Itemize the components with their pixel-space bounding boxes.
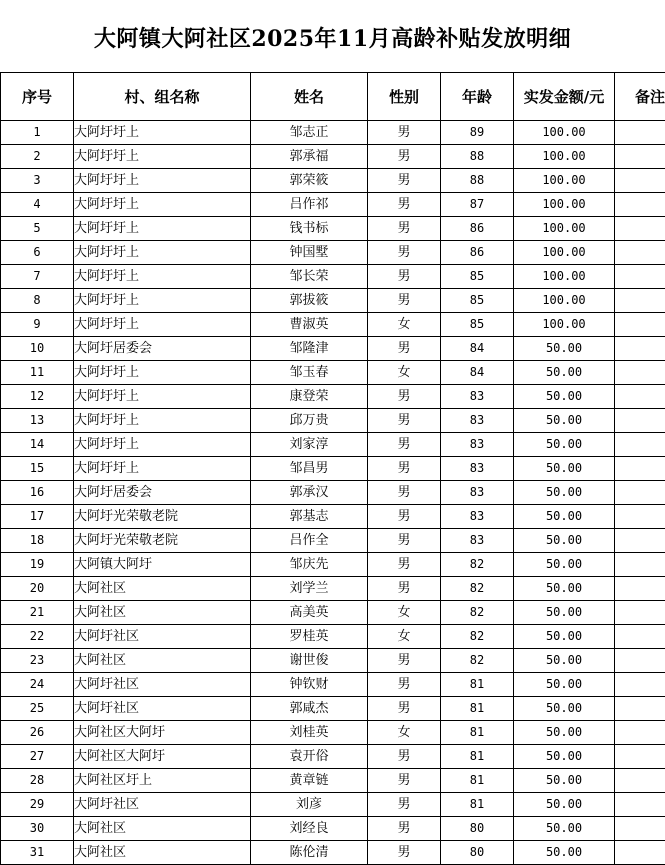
page-title: 大阿镇大阿社区2025年11月高龄补贴发放明细 [93,26,572,52]
cell-amount[interactable]: 100.00 [514,241,615,265]
header-remark[interactable]: 备注 [615,73,665,121]
cell-amount[interactable]: 50.00 [514,553,615,577]
table-row [1,313,665,337]
table-row [1,481,665,505]
header-age[interactable]: 年龄 [441,73,514,121]
header-village[interactable]: 村、组名称 [74,73,251,121]
cell-sex[interactable]: 男 [368,169,441,193]
cell-remark[interactable] [615,529,665,553]
cell-amount[interactable]: 50.00 [514,529,615,553]
cell-name[interactable]: 郭基志 [251,505,368,529]
cell-sex[interactable]: 男 [368,769,441,793]
cell-amount[interactable]: 50.00 [514,481,615,505]
cell-age[interactable]: 83 [441,505,514,529]
cell-remark[interactable] [615,601,665,625]
cell-name[interactable]: 郭承汉 [251,481,368,505]
cell-remark[interactable] [615,673,665,697]
header-name[interactable]: 姓名 [251,73,368,121]
cell-name[interactable]: 曹淑英 [251,313,368,337]
cell-remark[interactable] [615,241,665,265]
cell-sex[interactable]: 男 [368,745,441,769]
cell-name[interactable]: 郭拔筱 [251,289,368,313]
cell-sex[interactable]: 男 [368,697,441,721]
cell-name[interactable]: 邹长荣 [251,265,368,289]
cell-amount[interactable]: 100.00 [514,289,615,313]
cell-age[interactable]: 80 [441,841,514,865]
cell-age[interactable]: 82 [441,601,514,625]
cell-amount[interactable]: 50.00 [514,337,615,361]
cell-remark[interactable] [615,841,665,865]
cell-village[interactable]: 大阿圩圩上 [74,241,251,265]
cell-remark[interactable] [615,505,665,529]
cell-age[interactable]: 83 [441,385,514,409]
table-row [1,337,665,361]
cell-no[interactable]: 1 [1,121,74,145]
cell-sex[interactable]: 男 [368,265,441,289]
cell-name[interactable]: 刘学兰 [251,577,368,601]
cell-remark[interactable] [615,313,665,337]
cell-name[interactable]: 钟钦财 [251,673,368,697]
cell-age[interactable]: 85 [441,313,514,337]
cell-remark[interactable] [615,481,665,505]
header-row [1,73,665,121]
cell-amount[interactable]: 50.00 [514,625,615,649]
cell-amount[interactable]: 50.00 [514,745,615,769]
cell-village[interactable]: 大阿社区圩上 [74,769,251,793]
table-row [1,793,665,817]
cell-name[interactable]: 罗桂英 [251,625,368,649]
table-body [1,121,665,865]
table-row [1,769,665,793]
cell-remark[interactable] [615,577,665,601]
cell-amount[interactable]: 100.00 [514,145,615,169]
cell-amount[interactable]: 50.00 [514,649,615,673]
table-row [1,409,665,433]
cell-sex[interactable]: 男 [368,529,441,553]
cell-remark[interactable] [615,721,665,745]
cell-remark[interactable] [615,817,665,841]
table-row [1,817,665,841]
cell-sex[interactable]: 男 [368,433,441,457]
cell-remark[interactable] [615,193,665,217]
cell-remark[interactable] [615,169,665,193]
cell-no[interactable]: 26 [1,721,74,745]
cell-age[interactable]: 81 [441,769,514,793]
cell-name[interactable]: 钟国墅 [251,241,368,265]
table-row [1,193,665,217]
cell-name[interactable]: 黄章链 [251,769,368,793]
cell-village[interactable]: 大阿圩圩上 [74,193,251,217]
cell-no[interactable]: 24 [1,673,74,697]
cell-amount[interactable]: 50.00 [514,505,615,529]
cell-sex[interactable]: 男 [368,577,441,601]
cell-village[interactable]: 大阿圩社区 [74,697,251,721]
cell-remark[interactable] [615,145,665,169]
cell-age[interactable]: 85 [441,265,514,289]
cell-age[interactable]: 82 [441,649,514,673]
cell-village[interactable]: 大阿圩圩上 [74,217,251,241]
cell-remark[interactable] [615,337,665,361]
cell-name[interactable]: 高美英 [251,601,368,625]
cell-amount[interactable]: 50.00 [514,601,615,625]
table-row [1,625,665,649]
cell-name[interactable]: 刘家淳 [251,433,368,457]
cell-age[interactable]: 83 [441,529,514,553]
cell-no[interactable]: 6 [1,241,74,265]
cell-amount[interactable]: 50.00 [514,433,615,457]
cell-sex[interactable]: 男 [368,841,441,865]
cell-remark[interactable] [615,433,665,457]
cell-sex[interactable]: 男 [368,337,441,361]
cell-village[interactable]: 大阿圩圩上 [74,289,251,313]
table-row [1,745,665,769]
cell-village[interactable]: 大阿圩圩上 [74,361,251,385]
cell-amount[interactable]: 50.00 [514,577,615,601]
cell-amount[interactable]: 50.00 [514,817,615,841]
table-row [1,577,665,601]
table-row [1,217,665,241]
cell-age[interactable]: 84 [441,337,514,361]
cell-sex[interactable]: 男 [368,217,441,241]
table-row [1,241,665,265]
cell-village[interactable]: 大阿圩圩上 [74,265,251,289]
cell-age[interactable]: 84 [441,361,514,385]
cell-age[interactable]: 83 [441,409,514,433]
cell-no[interactable]: 9 [1,313,74,337]
cell-no[interactable]: 10 [1,337,74,361]
cell-no[interactable]: 3 [1,169,74,193]
cell-village[interactable]: 大阿社区 [74,601,251,625]
cell-sex[interactable]: 男 [368,289,441,313]
table-row [1,361,665,385]
cell-remark[interactable] [615,409,665,433]
cell-remark[interactable] [615,769,665,793]
cell-name[interactable]: 邹志正 [251,121,368,145]
cell-remark[interactable] [615,625,665,649]
cell-remark[interactable] [615,265,665,289]
cell-age[interactable]: 83 [441,457,514,481]
cell-village[interactable]: 大阿圩光荣敬老院 [74,529,251,553]
cell-no[interactable]: 23 [1,649,74,673]
cell-age[interactable]: 83 [441,481,514,505]
table-row [1,601,665,625]
cell-amount[interactable]: 100.00 [514,313,615,337]
cell-name[interactable]: 刘桂英 [251,721,368,745]
cell-no[interactable]: 28 [1,769,74,793]
cell-village[interactable]: 大阿圩居委会 [74,481,251,505]
cell-sex[interactable]: 男 [368,673,441,697]
cell-age[interactable]: 83 [441,433,514,457]
cell-remark[interactable] [615,121,665,145]
cell-sex[interactable]: 男 [368,193,441,217]
cell-amount[interactable]: 50.00 [514,457,615,481]
cell-sex[interactable]: 男 [368,409,441,433]
table-row [1,553,665,577]
cell-age[interactable]: 81 [441,721,514,745]
cell-remark[interactable] [615,289,665,313]
table-row [1,433,665,457]
cell-age[interactable]: 87 [441,193,514,217]
cell-amount[interactable]: 50.00 [514,769,615,793]
cell-age[interactable]: 80 [441,817,514,841]
table-row [1,505,665,529]
cell-sex[interactable]: 男 [368,553,441,577]
cell-name[interactable]: 邹玉春 [251,361,368,385]
cell-remark[interactable] [615,649,665,673]
header-sex[interactable]: 性别 [368,73,441,121]
cell-amount[interactable]: 50.00 [514,673,615,697]
cell-village[interactable]: 大阿社区大阿圩 [74,745,251,769]
cell-no[interactable]: 22 [1,625,74,649]
cell-sex[interactable]: 男 [368,649,441,673]
cell-village[interactable]: 大阿圩光荣敬老院 [74,505,251,529]
cell-no[interactable]: 21 [1,601,74,625]
cell-sex[interactable]: 女 [368,313,441,337]
cell-village[interactable]: 大阿圩社区 [74,625,251,649]
cell-age[interactable]: 81 [441,673,514,697]
cell-village[interactable]: 大阿圩圩上 [74,313,251,337]
table-row [1,697,665,721]
cell-amount[interactable]: 50.00 [514,841,615,865]
table-row [1,457,665,481]
cell-no[interactable]: 13 [1,409,74,433]
cell-amount[interactable]: 100.00 [514,169,615,193]
cell-village[interactable]: 大阿镇大阿圩 [74,553,251,577]
cell-name[interactable]: 吕作祁 [251,193,368,217]
cell-sex[interactable]: 男 [368,481,441,505]
cell-name[interactable]: 邹庆先 [251,553,368,577]
cell-no[interactable]: 8 [1,289,74,313]
cell-amount[interactable]: 50.00 [514,361,615,385]
cell-name[interactable]: 袁开俗 [251,745,368,769]
cell-no[interactable]: 12 [1,385,74,409]
cell-age[interactable]: 82 [441,577,514,601]
cell-name[interactable]: 邱万贵 [251,409,368,433]
cell-village[interactable]: 大阿圩圩上 [74,409,251,433]
cell-amount[interactable]: 100.00 [514,217,615,241]
cell-age[interactable]: 88 [441,169,514,193]
cell-sex[interactable]: 男 [368,817,441,841]
cell-age[interactable]: 82 [441,553,514,577]
cell-age[interactable]: 86 [441,241,514,265]
cell-amount[interactable]: 50.00 [514,697,615,721]
cell-age[interactable]: 81 [441,793,514,817]
cell-no[interactable]: 29 [1,793,74,817]
cell-remark[interactable] [615,793,665,817]
cell-name[interactable]: 谢世俊 [251,649,368,673]
cell-village[interactable]: 大阿社区大阿圩 [74,721,251,745]
cell-no[interactable]: 2 [1,145,74,169]
table-row [1,169,665,193]
cell-sex[interactable]: 男 [368,121,441,145]
cell-village[interactable]: 大阿圩圩上 [74,385,251,409]
cell-remark[interactable] [615,457,665,481]
cell-no[interactable]: 14 [1,433,74,457]
cell-name[interactable]: 钱书标 [251,217,368,241]
cell-name[interactable]: 吕作全 [251,529,368,553]
cell-village[interactable]: 大阿圩社区 [74,673,251,697]
cell-name[interactable]: 郭承福 [251,145,368,169]
cell-sex[interactable]: 女 [368,601,441,625]
cell-amount[interactable]: 50.00 [514,385,615,409]
cell-amount[interactable]: 100.00 [514,193,615,217]
cell-name[interactable]: 郭荣筱 [251,169,368,193]
cell-age[interactable]: 81 [441,697,514,721]
header-no[interactable]: 序号 [1,73,74,121]
cell-sex[interactable]: 女 [368,625,441,649]
cell-remark[interactable] [615,697,665,721]
cell-village[interactable]: 大阿圩圩上 [74,121,251,145]
cell-remark[interactable] [615,385,665,409]
table-row [1,721,665,745]
cell-sex[interactable]: 女 [368,361,441,385]
cell-age[interactable]: 86 [441,217,514,241]
table-row [1,841,665,865]
cell-village[interactable]: 大阿圩居委会 [74,337,251,361]
cell-remark[interactable] [615,361,665,385]
cell-village[interactable]: 大阿社区 [74,649,251,673]
cell-age[interactable]: 85 [441,289,514,313]
table-row [1,265,665,289]
subsidy-table [0,72,665,865]
cell-sex[interactable]: 男 [368,457,441,481]
cell-name[interactable]: 陈伦清 [251,841,368,865]
cell-remark[interactable] [615,745,665,769]
cell-amount[interactable]: 100.00 [514,265,615,289]
cell-village[interactable]: 大阿圩社区 [74,793,251,817]
cell-amount[interactable]: 50.00 [514,793,615,817]
table-row [1,385,665,409]
cell-sex[interactable]: 女 [368,721,441,745]
cell-name[interactable]: 刘经良 [251,817,368,841]
table-row [1,289,665,313]
cell-no[interactable]: 19 [1,553,74,577]
cell-village[interactable]: 大阿圩圩上 [74,457,251,481]
cell-age[interactable]: 82 [441,625,514,649]
cell-name[interactable]: 郭咸杰 [251,697,368,721]
cell-amount[interactable]: 100.00 [514,121,615,145]
cell-name[interactable]: 康登荣 [251,385,368,409]
cell-no[interactable]: 4 [1,193,74,217]
cell-no[interactable]: 17 [1,505,74,529]
cell-no[interactable]: 25 [1,697,74,721]
cell-amount[interactable]: 50.00 [514,409,615,433]
cell-village[interactable]: 大阿社区 [74,817,251,841]
cell-no[interactable]: 20 [1,577,74,601]
cell-amount[interactable]: 50.00 [514,721,615,745]
cell-no[interactable]: 11 [1,361,74,385]
cell-no[interactable]: 15 [1,457,74,481]
table-row [1,673,665,697]
cell-sex[interactable]: 男 [368,145,441,169]
cell-village[interactable]: 大阿圩圩上 [74,169,251,193]
table-row [1,145,665,169]
header-amount[interactable]: 实发金额/元 [514,73,615,121]
cell-sex[interactable]: 男 [368,793,441,817]
table-row [1,121,665,145]
cell-sex[interactable]: 男 [368,241,441,265]
cell-name[interactable]: 邹隆津 [251,337,368,361]
cell-village[interactable]: 大阿圩圩上 [74,145,251,169]
cell-age[interactable]: 89 [441,121,514,145]
table-row [1,529,665,553]
cell-village[interactable]: 大阿社区 [74,841,251,865]
cell-sex[interactable]: 男 [368,505,441,529]
cell-name[interactable]: 刘彦 [251,793,368,817]
cell-name[interactable]: 邹昌男 [251,457,368,481]
cell-no[interactable]: 16 [1,481,74,505]
cell-village[interactable]: 大阿社区 [74,577,251,601]
cell-no[interactable]: 27 [1,745,74,769]
cell-no[interactable]: 31 [1,841,74,865]
cell-remark[interactable] [615,553,665,577]
cell-age[interactable]: 88 [441,145,514,169]
cell-no[interactable]: 30 [1,817,74,841]
cell-village[interactable]: 大阿圩圩上 [74,433,251,457]
cell-age[interactable]: 81 [441,745,514,769]
cell-no[interactable]: 7 [1,265,74,289]
table-row [1,649,665,673]
cell-sex[interactable]: 男 [368,385,441,409]
cell-no[interactable]: 18 [1,529,74,553]
cell-remark[interactable] [615,217,665,241]
cell-no[interactable]: 5 [1,217,74,241]
